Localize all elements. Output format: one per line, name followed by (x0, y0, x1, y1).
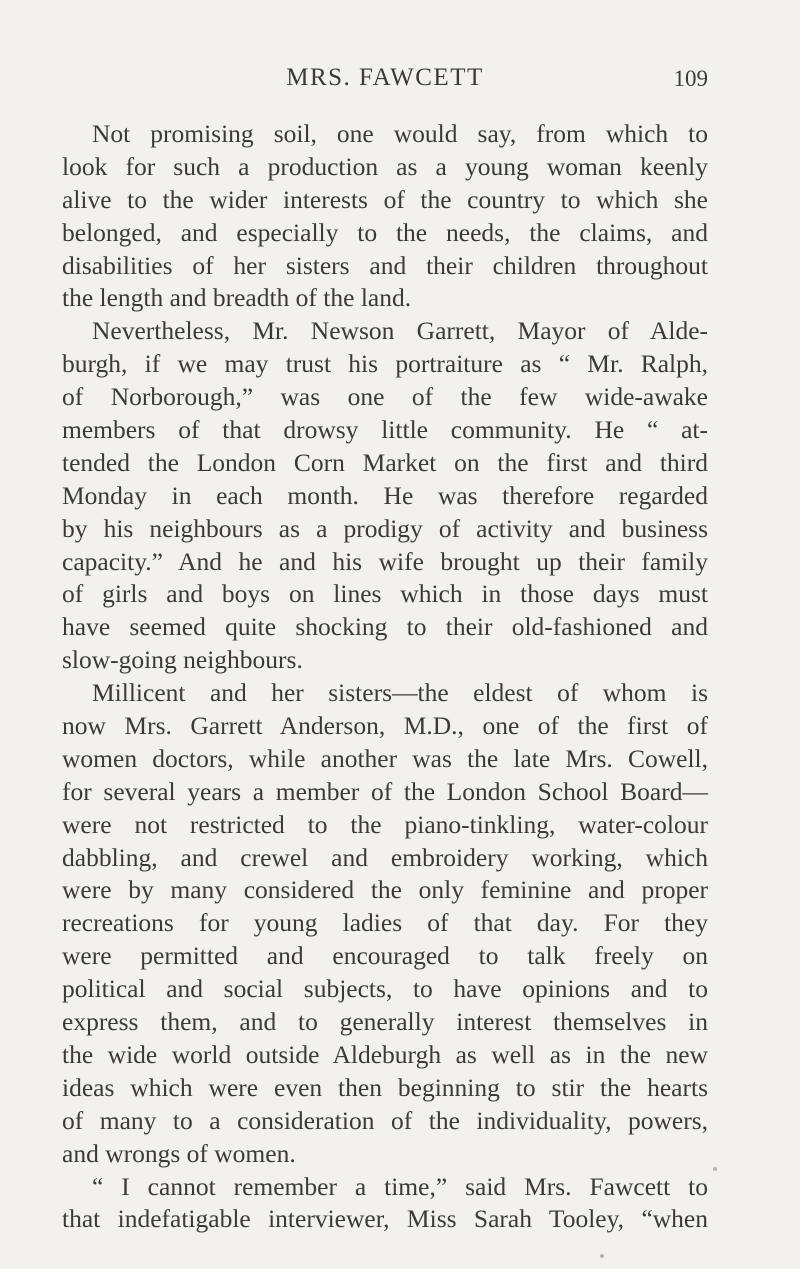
text-line: by his neighbours as a prodigy of activity and business (62, 513, 708, 543)
text-line: the length and breadth of the land. (62, 283, 412, 313)
text-line: ideas which were even then beginning to stir the hearts (62, 1072, 708, 1102)
text-line: Monday in each month. He was therefore regarded (62, 480, 708, 510)
text-line: tended the London Corn Market on the first and third (62, 447, 708, 477)
paper-speck (600, 1254, 604, 1258)
text-line: of Norborough,” was one of the few wide-awake (62, 382, 708, 412)
text-line: recreations for young ladies of that day. For they (62, 908, 708, 938)
text-line: disabilities of her sisters and their children throughout (62, 250, 708, 280)
text-line: have seemed quite shocking to their old-fashioned and (62, 612, 708, 642)
text-line: look for such a production as a young woman keenly (62, 151, 708, 181)
running-head (62, 60, 708, 96)
text-line: of girls and boys on lines which in those days must (62, 579, 708, 609)
body-text (62, 118, 708, 1236)
page-number: 109 (673, 66, 708, 91)
text-line: for several years a member of the London School Board— (62, 776, 708, 806)
text-line: alive to the wider interests of the country to which she (62, 184, 708, 214)
text-line: and wrongs of women. (62, 1138, 296, 1168)
text-line: belonged, and especially to the needs, the claims, and (62, 217, 708, 247)
text-line: were not restricted to the piano-tinkling, water-colour (62, 809, 708, 839)
text-line: Nevertheless, Mr. Newson Garrett, Mayor of Alde- (92, 316, 708, 346)
running-title: MRS. FAWCETT (286, 64, 484, 91)
text-line: that indefatigable interviewer, Miss Sarah Tooley, “when (62, 1204, 708, 1234)
text-line: Millicent and her sisters—the eldest of whom is (92, 678, 708, 708)
text-line: women doctors, while another was the late Mrs. Cowell, (62, 743, 708, 773)
text-line: political and social subjects, to have opinions and to (62, 974, 708, 1004)
text-line: dabbling, and crewel and embroidery working, which (62, 842, 708, 872)
text-line: express them, and to generally interest themselves in (62, 1007, 708, 1037)
text-line: were by many considered the only feminine and proper (62, 875, 708, 905)
text-line: members of that drowsy little community. He “ at- (62, 415, 708, 445)
paper-speck (713, 1167, 717, 1171)
text-line: the wide world outside Aldeburgh as well as in the new (62, 1039, 708, 1069)
text-line: slow-going neighbours. (62, 645, 303, 675)
text-line: burgh, if we may trust his portraiture as “ Mr. Ralph, (62, 349, 708, 379)
text-line: were permitted and encouraged to talk freely on (62, 941, 708, 971)
text-line: now Mrs. Garrett Anderson, M.D., one of the first of (62, 711, 708, 741)
text-line: “ I cannot remember a time,” said Mrs. Fawcett to (92, 1171, 708, 1201)
text-line: Not promising soil, one would say, from which to (92, 119, 708, 148)
text-line: capacity.” And he and his wife brought up their family (62, 546, 708, 576)
text-line: of many to a consideration of the individuality, powers, (62, 1105, 708, 1135)
